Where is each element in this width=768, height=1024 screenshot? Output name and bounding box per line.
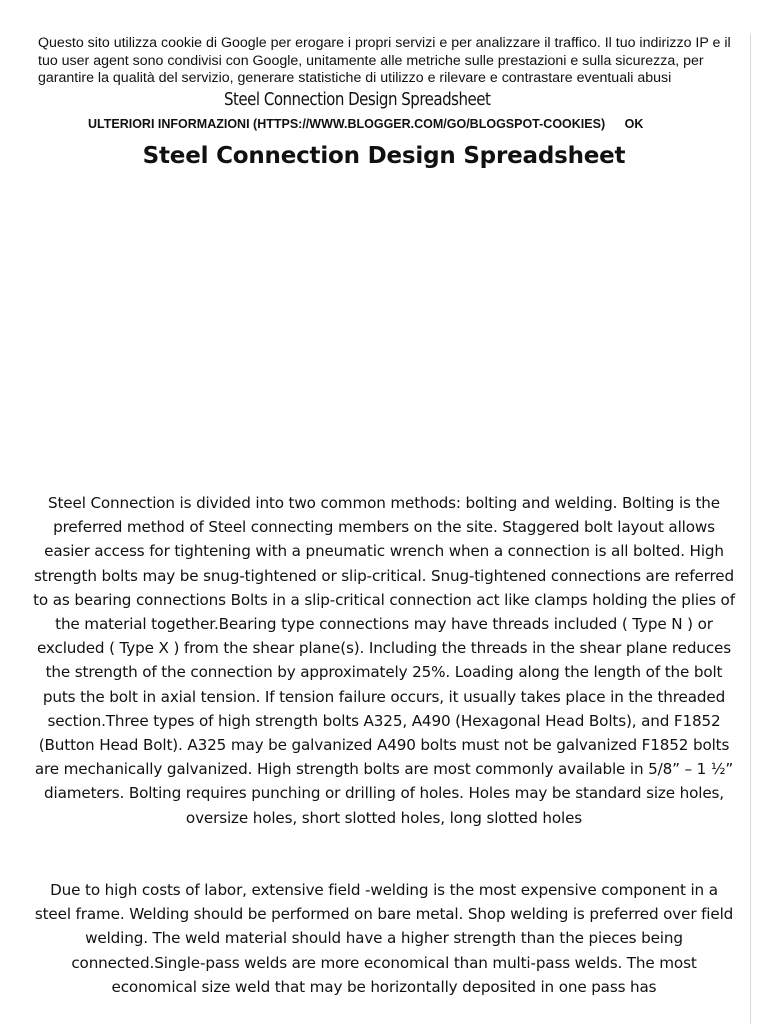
page-right-border (750, 34, 751, 1024)
more-info-link[interactable]: ULTERIORI INFORMAZIONI (HTTPS://WWW.BLOGGER.COM/GO/BLOGSPOT-COOKIES) (88, 117, 606, 131)
ok-button[interactable]: OK (624, 117, 644, 131)
cookie-notice-text: Questo sito utilizza cookie di Google per erogare i propri servizi e per analizzare il traffico. Il tuo indirizzo IP e il tuo user agent sono condivisi con Google, unitamente alle metriche sulle prestazioni e sulla sicurezza, per garantire la qualità del servizio, generare statistiche di utilizzo e rilevare e contrastare eventuali abusi (38, 35, 731, 86)
article-paragraph-bolting: Steel Connection is divided into two common methods: bolting and welding. Bolting is the preferred method of Steel connecting members on the site. Staggered bolt layout allows easier access for tightening with a pneumatic wrench when a connection is all bolted. High strength bolts may be snug-tightened or slip-critical. Snug-tightened connections are referred to as bearing connections Bolts in a slip-critical connection act like clamps holding the plies of the material together.Bearing type connections may have threads included ( Type N ) or excluded ( Type X ) from the shear plane(s). Including the threads in the shear plane reduces the strength of the connection by approximately 25%. Loading along the length of the bolt puts the bolt in axial tension. If tension failure occurs, it usually takes place in the threaded section.Three types of high strength bolts A325, A490 (Hexagonal Head Bolts), and F1852 (Button Head Bolt). A325 may be galvanized A490 bolts must not be galvanized F1852 bolts are mechanically galvanized. High strength bolts are most commonly available in 5/8” – 1 ½” diameters. Bolting requires punching or drilling of holes. Holes may be standard size holes, oversize holes, short slotted holes, long slotted holes (33, 494, 735, 827)
cookie-actions (88, 117, 643, 131)
page-title: Steel Connection Design Spreadsheet (142, 143, 626, 169)
article-paragraph-welding: Due to high costs of labor, extensive field -welding is the most expensive component in a steel frame. Welding should be performed on bare metal. Shop welding is preferred over field welding. The weld material should have a higher strength than the pieces being connected.Single-pass welds are more economical than multi-pass welds. The most economical size weld that may be horizontally deposited in one pass has (34, 881, 734, 996)
article-image-area (40, 190, 730, 480)
banner-title: Steel Connection Design Spreadsheet (224, 90, 491, 110)
cookie-banner (38, 35, 738, 88)
